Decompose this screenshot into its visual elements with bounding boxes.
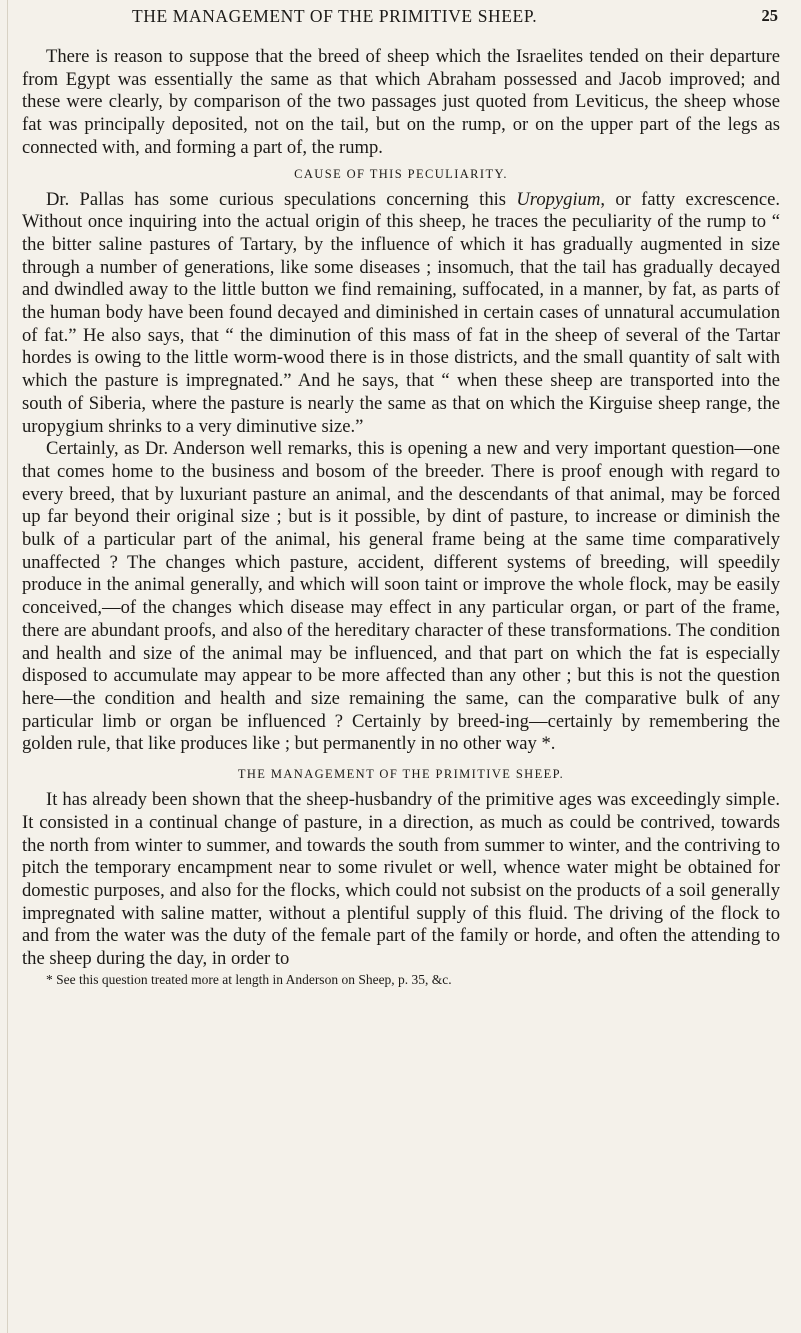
section-heading-management: THE MANAGEMENT OF THE PRIMITIVE SHEEP. (237, 767, 565, 782)
body-text (22, 46, 780, 988)
paragraph-husbandry: It has already been shown that the sheep-husbandry of the primitive ages was exceedingly simple. It consisted in a continual change of pasture, in a direction, as much as could be contrived, towards the north from winter to summer, and towards the south from summer to winter, and the contriving to pitch the temporary encampment near to some rivulet or well, whence water might be obtained for domestic purposes, and also for the flocks, which could not subsist on the products of a soil generally impregnated with saline matter, without a plentiful supply of this fluid. The driving of the flock to and from the water was the duty of the female part of the family or horde, and often the attending to the sheep during the day, in order to (22, 789, 780, 970)
italic-term-uropygium: Uropygium (516, 188, 601, 210)
page-number: 25 (761, 6, 778, 25)
running-title: THE MANAGEMENT OF THE PRIMITIVE SHEEP. (132, 6, 538, 26)
section-heading-cause: CAUSE OF THIS PECULIARITY. (294, 166, 508, 181)
paragraph-pallas (22, 189, 780, 439)
book-page (22, 0, 782, 1333)
paragraph-pallas-start: Dr. Pallas has some curious speculations concerning this (46, 188, 517, 210)
footnote: * See this question treated more at length in Anderson on Sheep, p. 35, &c. (46, 971, 452, 987)
running-head (22, 6, 782, 34)
paragraph-pallas-rest: , or fatty excrescence. Without once inquiring into the actual origin of this sheep, he traces the peculiarity of the rump to “ the bitter saline pastures of Tartary, by the influence of which it has gradually augmented in size through a number of generations, like some diseases ; insomuch, that the tail has gradually decayed and dwindled away to the little button we find remaining, suffocated, in a manner, by fat, as parts of the human body have been found decayed and diminished in certain cases of unnatural accumulation of fat.” He also says, that “ the diminution of this mass of fat in the sheep of several of the Tartar hordes is owing to the little worm-wood there is in those districts, and the small quantity of salt with which the pasture is impregnated.” And he says, that “ when these sheep are transported into the south of Siberia, where the pasture is nearly the same as that on which the Kirguise sheep range, the uropygium shrinks to a very diminutive size.” (22, 188, 780, 437)
paragraph-israelites: There is reason to suppose that the breed of sheep which the Israelites tended on their departure from Egypt was essentially the same as that which Abraham possessed and Jacob improved; and these were clearly, by comparison of the two passages just quoted from Leviticus, the sheep whose fat was principally deposited, not on the tail, but on the rump, or on the upper part of the legs as connected with, and forming a part of, the rump. (22, 46, 780, 158)
page-edge-shadow (7, 0, 8, 1333)
paragraph-anderson: Certainly, as Dr. Anderson well remarks, this is opening a new and very important question—one that comes home to the business and bosom of the breeder. There is proof enough with regard to every breed, that by luxuriant pasture an animal, and the descendants of that animal, may be forced up far beyond their original size ; but is it possible, by dint of pasture, to increase or diminish the bulk of a particular part of the animal, his general frame being at the same time comparatively unaffected ? The changes which pasture, accident, different systems of breeding, will speedily produce in the animal generally, and which will soon taint or improve the whole flock, may be easily conceived,—of the changes which disease may effect in any particular organ, or part of the frame, there are abundant proofs, and also of the hereditary character of these transformations. The condition and health and size of the animal may be influenced, and that part on which the fat is especially disposed to accumulate may appear to be more affected than any other ; but this is not the question here—the condition and health and size remaining the same, can the comparative bulk of any particular limb or organ be influenced ? Certainly by breed-ing—certainly by remembering the golden rule, that like produces like ; but permanently in no other way *. (22, 438, 780, 755)
